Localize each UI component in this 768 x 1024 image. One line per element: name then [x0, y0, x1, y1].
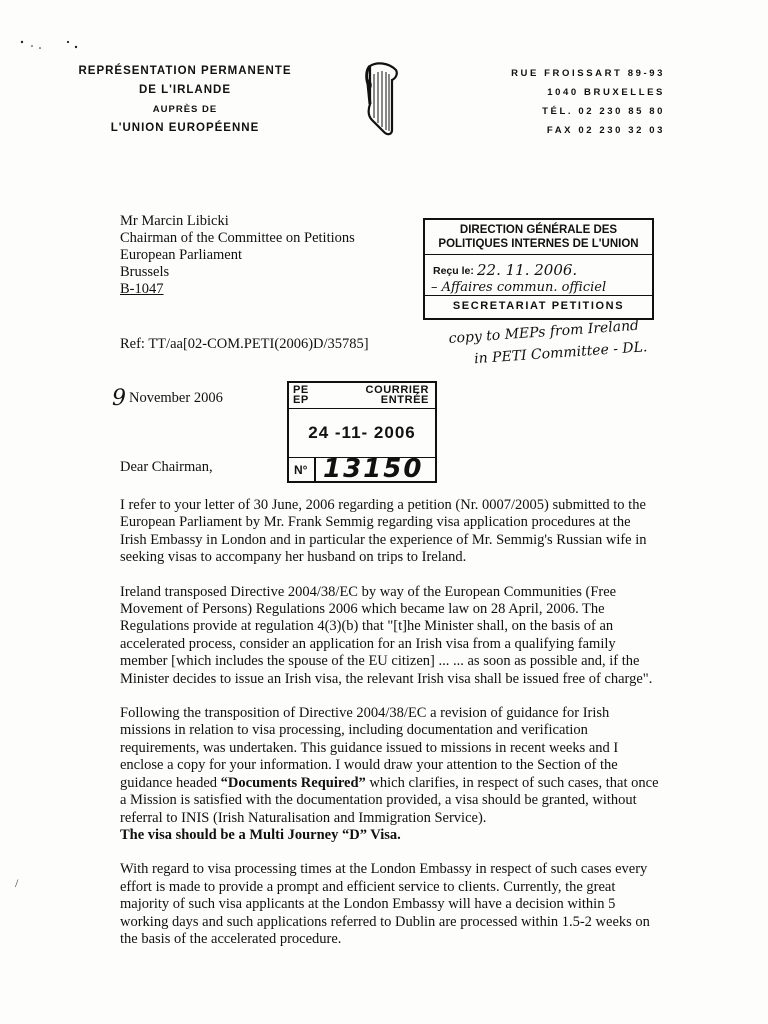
courier-stamp-header [289, 383, 435, 409]
scan-specks [18, 34, 88, 54]
letterhead-address: RUE FROISSART 89-93 [511, 68, 665, 79]
courier-ep: EP [293, 394, 309, 406]
paragraph-text: Following the transposition of Directive 2004/38/EC a revision of guidance for Irish missions in relation to visa processing, including documentation and verification requirements, was undertaken. This guidance issued to missions in recent weeks and I enclose a copy for your information. I would draw your attention to the Section of the guidance headed [120, 705, 619, 791]
letterhead-fax: FAX 02 230 32 03 [546, 125, 665, 136]
courier-no-label: N° [294, 463, 308, 477]
date-day: 9 [112, 386, 126, 411]
emphasis-visa-type: The visa should be a Multi Journey “D” Visa. [120, 826, 401, 843]
letterhead-contact [505, 64, 665, 140]
courier-number: 13150 [323, 454, 424, 484]
handwritten-note-line: in PETI Committee - DL. [473, 339, 648, 368]
recipient-address [120, 213, 355, 298]
letterhead-phone: TÉL. 02 230 85 80 [542, 106, 665, 117]
letterhead-line: L'UNION EUROPÉENNE [110, 122, 260, 134]
stamp-footer: SECRETARIAT PETITIONS [425, 295, 652, 318]
letterhead-line: DE L'IRLANDE [138, 84, 232, 96]
letter-body [120, 497, 660, 965]
stamp-heading-line: DIRECTION GÉNÉRALE DES [459, 224, 618, 236]
emphasis-documents-required: “Documents Required” [220, 774, 366, 791]
received-date: 22. 11. 2006. [477, 261, 578, 279]
courier-pe: PE [293, 384, 309, 396]
letterhead-line: REPRÉSENTATION PERMANENTE [78, 65, 292, 77]
received-label: Reçu le: [433, 265, 474, 277]
recipient-postcode: B-1047 [120, 281, 164, 297]
salutation: Dear Chairman, [120, 459, 213, 475]
handwritten-note-line: copy to MEPs from Ireland [448, 317, 640, 347]
stamp-handwritten-note: – Affaires commun. officiel [431, 280, 607, 295]
paragraph: With regard to visa processing times at the London Embassy in respect of such cases every effort is made to provide a prompt and efficient service to clients. Currently, the great majority of such visa applicants at the London Embassy will have a decision within 5 working days and such applications referred to Dublin are processed within 1.5-2 weeks on the basis of the accelerated procedure. [120, 861, 650, 947]
reference-line: Ref: TT/aa[02-COM.PETI(2006)D/35785] [120, 336, 369, 352]
harp-emblem-icon [362, 60, 402, 140]
recipient-title: Chairman of the Committee on Petitions [120, 230, 355, 246]
paragraph-text: which clarifies, in respect of such cases, that once a Mission is satisfied with the documentation provided, a visa should be granted, without referral to INIS (Irish Naturalisation and Immigration Service). [120, 774, 659, 826]
courier-number-row [289, 454, 435, 484]
recipient-city: Brussels [120, 264, 170, 280]
letterhead-line: AUPRÈS DE [152, 104, 218, 115]
scan-mark: / [15, 876, 19, 890]
stamp-heading [425, 220, 652, 255]
letterhead-city: 1040 BRUXELLES [547, 87, 665, 98]
date-month-year: November 2006 [129, 390, 223, 406]
courier-date: 24 -11- 2006 [289, 409, 435, 458]
courier-stamp [287, 381, 437, 483]
paragraph [120, 705, 660, 844]
paragraph: I refer to your letter of 30 June, 2006 regarding a petition (Nr. 0007/2005) submitted to the European Parliament by Mr. Frank Semmig regarding visa application procedures at the Irish Embassy in London and in particular the experience of Mr. Semmig's Russian wife in seeking visas to accompany her husband on trips to Ireland. [120, 497, 647, 566]
entry-label: ENTRÉE [380, 394, 429, 406]
letterhead-sender [60, 62, 310, 138]
letter-date [112, 386, 223, 411]
courier-label: COURRIER [365, 384, 429, 396]
stamp-heading-line: POLITIQUES INTERNES DE L'UNION [438, 238, 639, 250]
recipient-org: European Parliament [120, 247, 242, 263]
received-stamp [423, 218, 654, 320]
recipient-name: Mr Marcin Libicki [120, 213, 229, 229]
paragraph: Ireland transposed Directive 2004/38/EC by way of the European Communities (Free Movement of Persons) Regulations 2006 which became law on 28 April, 2006. The Regulations provide at regulation 4(3)(b) that "[t]he Minister shall, on the basis of an accelerated process, consider an application for an Irish visa from a qualifying family member [which includes the spouse of the EU citizen] ... ... as soon as possible and, if the Minister decides to issue an Irish visa, the relevant Irish visa shall be issued free of charge". [120, 583, 653, 687]
